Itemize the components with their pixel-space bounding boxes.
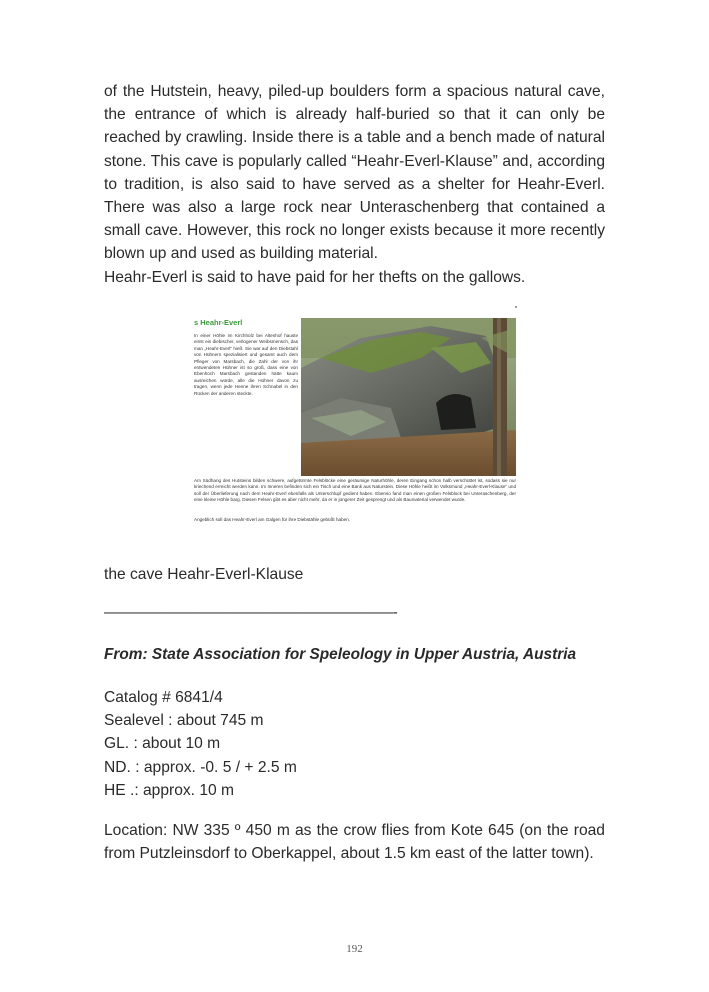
catalog-number: Catalog # 6841/4 — [104, 689, 223, 706]
location-paragraph: Location: NW 335 º 450 m as the crow flies from Kote 645 (on the road from Putzleinsdorf to Oberkappel, about 1.5 km east of the latter town). — [104, 822, 605, 863]
body-paragraph-text: of the Hutstein, heavy, piled-up boulders form a spacious natural cave, the entrance of which is already half-buried so that it can only be reached by crawling. Inside there is a table and a bench made of natural stone. This cave is popularly called “Heahr-Everl-Klause” and, according to tradition, is also said to have served as a shelter for Heahr-Everl. There was also a large rock near Unteraschenberg that contained a small cave. However, this rock no longer exists because it more recently blown up and used as building material. — [104, 83, 605, 263]
figure-caption: the cave Heahr-Everl-Klause — [104, 566, 304, 583]
scan-speck — [515, 306, 517, 308]
cave-photo — [301, 318, 516, 476]
catalog-block — [104, 686, 297, 802]
source-heading: From: State Association for Speleology in Upper Austria, Austria — [104, 646, 577, 663]
figure-column-text: In einer Höhle im Kirchholz bei Altenhof hauste einst ein diebischer, verlogener Weibsmensch, das man „Heahr-Everl“ hieß. Sie war auf den Diebstahl von Hühnern spezialisiert und gesamt auch dem Pfleger von Marsbach, die Zahl der von ihr entwendeten Hühner ist so groß, dass eine von Ebenhoch Marsbach gestanden hätte kaum ausreichen würde, alle die Hühner davon zu tragen, wenn jede Henne ihren Schnabel in den Rücken der anderen steckte. — [194, 333, 298, 396]
figure-wide-text: Am Südhang des Hutsteins bilden schwere, aufgetürmte Felsblöcke eine geräumige Naturhöhle, deren Eingang schon halb verschüttet ist, sodass sie nur kriechend erreicht werden kann. Im Inneren befinden sich ein Tisch und eine Bank aus Naturstein. Diese Höhle heißt im Volksmund „Heahr-Everl-Klause“ und soll der Überlieferung nach dem Heahr-Everl ebenfalls als Unterschlupf gedient haben. Ebenso fand man einen großen Felsblock bei Unteraschenberg, der eine kleine Höhle barg. Diesen Felsen gibt es aber nicht mehr, da er in jüngerer Zeit gesprengt und als Baumaterial verwendet wurde. — [194, 478, 516, 503]
body-last-line: Heahr-Everl is said to have paid for her thefts on the gallows. — [104, 268, 526, 286]
catalog-nd: ND. : approx. -0. 5 / + 2.5 m — [104, 758, 297, 776]
separator-line: ———————————————————- — [104, 604, 398, 621]
body-paragraph — [104, 80, 605, 289]
catalog-gl: GL. : about 10 m — [104, 735, 221, 753]
page-number: 192 — [346, 943, 363, 955]
figure-footer-text: Angeblich soll das Heahr-Everl am Galgen für ihre Diebstähle gebüßt haben. — [194, 517, 351, 522]
catalog-sealevel: Sealevel : about 745 m — [104, 712, 264, 730]
scanned-figure — [192, 306, 519, 528]
figure-title: s Heahr-Everl — [194, 318, 243, 327]
catalog-he: HE .: approx. 10 m — [104, 781, 235, 799]
